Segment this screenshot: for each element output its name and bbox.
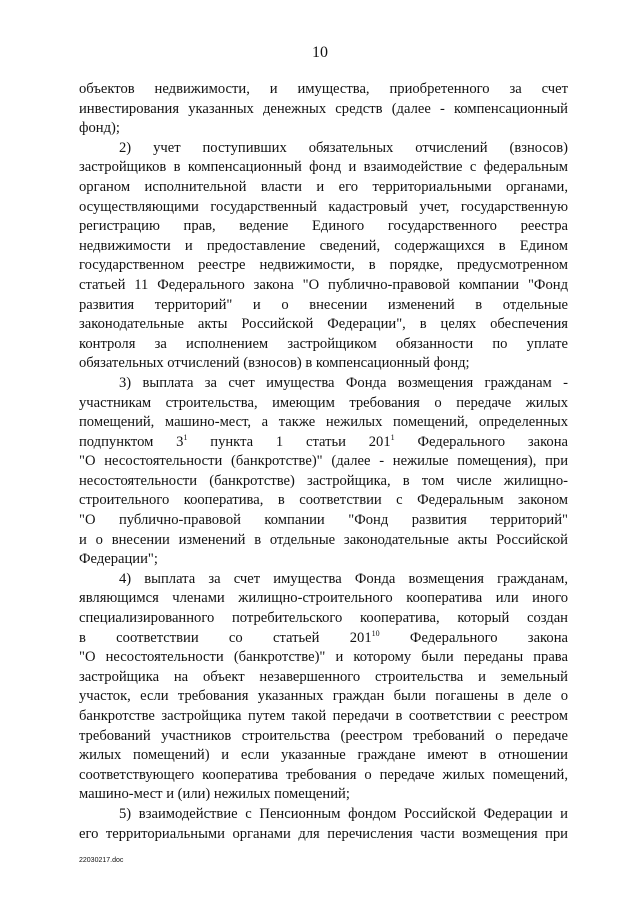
text-line: несостоятельности (банкротстве) застройщика, в том числе жилищно-: [79, 472, 568, 489]
text-line: контроля за исполнением застройщиком обязанности по уплате: [79, 335, 568, 352]
text-line: участникам строительства, имеющим требования о передаче жилых: [79, 394, 568, 411]
text-line: статьей 11 Федерального закона "О публично-правовой компании "Фонд: [79, 276, 568, 293]
text-line: регистрацию прав, ведение Единого государственного реестра: [79, 218, 568, 235]
text-line: специализированного потребительского кооператива, который создан: [79, 610, 568, 627]
text-segment: подпунктом 3: [79, 433, 184, 450]
text-line: "О публично-правовой компании "Фонд развития территорий": [79, 512, 568, 529]
text-line: 2) учет поступивших обязательных отчислений (взносов): [119, 139, 568, 156]
text-line: государственном реестре недвижимости, в порядке, предусмотренном: [79, 257, 568, 274]
text-line: застройщиков в компенсационный фонд и взаимодействие с федеральным: [79, 159, 568, 176]
text-line: участок, если требования указанных граждан были погашены в деле о: [79, 688, 568, 705]
text-segment: пункта 1 статьи 201: [187, 433, 391, 450]
text-line: Федерации";: [79, 551, 158, 568]
text-line: его территориальными органами для перечисления части возмещения при: [79, 825, 568, 842]
text-line: осуществляющими государственный кадастровый учет, государственную: [79, 198, 568, 215]
text-segment: Федерального закона: [394, 433, 568, 450]
text-line: жилых помещений) и если указанные граждане имеют в отношении: [79, 747, 568, 764]
text-line: объектов недвижимости, и имущества, приобретенного за счет: [79, 81, 568, 97]
text-line: фонд);: [79, 120, 120, 137]
text-line: [79, 433, 568, 453]
text-line: "О несостоятельности (банкротстве)" и которому были переданы права: [79, 649, 568, 666]
file-code-footer: 22030217.doc: [79, 857, 124, 864]
text-line: обязательных отчислений (взносов) в компенсационный фонд;: [79, 355, 470, 372]
text-line: являющимся членами жилищно-строительного кооператива или иного: [79, 590, 568, 607]
document-body: [79, 80, 568, 844]
text-line: застройщика на объект незавершенного строительства и земельный: [79, 668, 568, 685]
text-segment: Федерального закона: [379, 629, 568, 646]
text-line: 3) выплата за счет имущества Фонда возмещения гражданам -: [119, 374, 568, 391]
text-line: помещений, машино-мест, а также нежилых помещений, определенных: [79, 414, 568, 431]
text-line: недвижимости и предоставление сведений, содержащихся в Едином: [79, 237, 568, 254]
text-line: 4) выплата за счет имущества Фонда возмещения гражданам,: [119, 570, 568, 587]
text-line: [79, 629, 568, 649]
text-line: строительного кооператива, в соответствии с Федеральным законом: [79, 492, 568, 509]
text-line: 5) взаимодействие с Пенсионным фондом Российской Федерации и: [119, 805, 568, 822]
superscript: 1: [390, 432, 395, 442]
page-number: 10: [312, 44, 328, 61]
superscript: 1: [183, 432, 188, 442]
text-line: развития территорий" и о внесении изменений в отдельные: [79, 296, 568, 313]
text-segment: в соответствии со статьей 201: [79, 629, 372, 646]
text-line: машино-мест и (или) нежилых помещений;: [79, 786, 350, 803]
superscript: 10: [371, 628, 380, 638]
text-line: требований участников строительства (реестром требований о передаче: [79, 727, 568, 744]
text-line: банкротстве застройщика путем такой передачи в соответствии с реестром: [79, 708, 568, 724]
text-line: законодательные акты Российской Федерации", в целях обеспечения: [79, 316, 568, 333]
text-line: соответствующего кооператива требования о передаче жилых помещений,: [79, 766, 568, 783]
text-line: "О несостоятельности (банкротстве)" (далее - нежилые помещения), при: [79, 453, 568, 470]
text-line: инвестирования указанных денежных средств (далее - компенсационный: [79, 100, 568, 117]
text-line: органом исполнительной власти и его территориальными органами,: [79, 178, 568, 195]
text-line: и о внесении изменений в отдельные законодательные акты Российской: [79, 531, 568, 548]
